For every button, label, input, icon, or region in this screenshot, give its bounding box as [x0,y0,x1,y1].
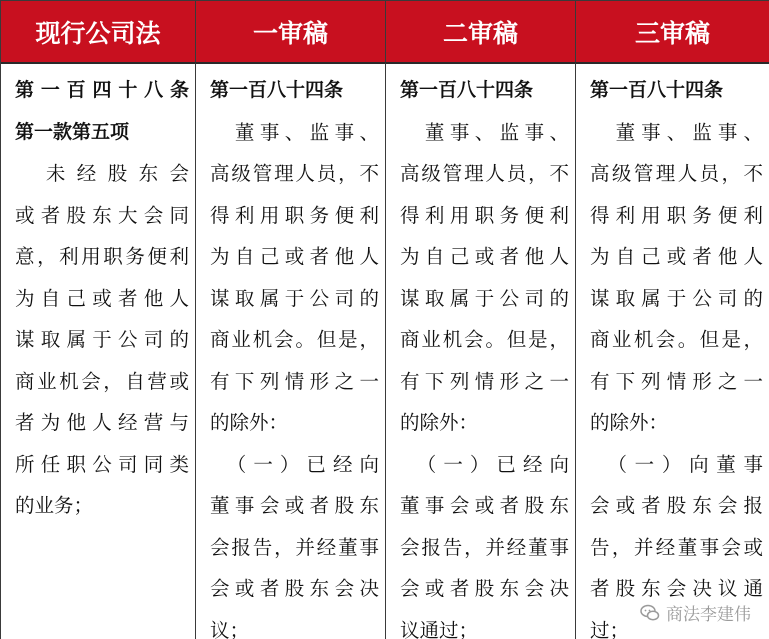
text-line: 告，并经董事会或 [590,535,763,559]
text-line: 董事、监事、 [210,120,379,144]
text-line: 为自己或者他人 [400,245,569,268]
text-line: （一）向董事 [590,452,763,476]
text-line: 者股东会决议通 [590,577,763,600]
text-line: 得利用职务便利 [590,203,763,227]
text-line: 的除外： [590,411,669,434]
text-line: 会报告，并经董事 [400,535,569,559]
article-heading-line: 第一百四十八条 [15,79,189,101]
text-line: 会或者股东会决 [210,577,379,600]
text-line: 的业务； [15,494,94,517]
text-line: 有下列情形之一 [400,369,569,393]
chat-bubble-icon [640,603,660,623]
cell-current-law [1,62,196,639]
text-line: 过； [590,618,630,639]
text-line: 得利用职务便利 [210,203,379,227]
article-heading-line: 第一百八十四条 [210,79,344,101]
watermark [640,600,751,625]
text-line: 高级管理人员，不 [400,162,569,185]
text-line: （一）已经向 [400,452,569,476]
text-line: 商业机会。但是， [400,328,569,351]
text-line: 为自己或者他人 [590,245,763,268]
watermark-text: 商法李建伟 [666,605,751,625]
header-first-draft: 一审稿 [196,0,386,62]
text-line: 未经股东会 [15,162,189,185]
header-current-law: 现行公司法 [1,0,196,62]
text-line: 所任职公司同类 [15,452,189,476]
cell-second-draft [386,62,576,639]
cell-third-draft [576,62,769,639]
text-line: 议通过； [400,618,479,639]
text-line: 有下列情形之一 [210,369,379,393]
text-line: 董事、监事、 [400,120,569,144]
text-line: 高级管理人员，不 [590,162,763,185]
article-heading-line: 第一款第五项 [15,120,130,143]
text-line: 有下列情形之一 [590,369,763,393]
text-line: 董事、监事、 [590,120,763,144]
text-line: 会或者股东会报 [590,494,763,517]
header-third-draft: 三审稿 [576,0,769,62]
header-second-draft: 二审稿 [386,0,576,62]
text-line: 意，利用职务便利 [15,245,189,268]
text-line: 会报告，并经董事 [210,535,379,559]
text-line: 谋取属于公司的 [210,286,379,310]
cell-first-draft [196,62,386,639]
text-line: 商业机会。但是， [210,328,379,351]
text-line: 者为他人经营与 [15,411,189,434]
article-heading-line: 第一百八十四条 [590,79,724,101]
text-line: 得利用职务便利 [400,203,569,227]
text-line: 会或者股东会决 [400,577,569,600]
text-line: 为自己或者他人 [210,245,379,268]
text-line: 谋取属于公司的 [590,286,763,310]
text-line: 的除外： [210,411,289,434]
text-line: 董事会或者股东 [400,494,569,517]
text-line: 商业机会，自营或 [15,369,189,393]
text-line: 高级管理人员，不 [210,162,379,185]
article-heading-line: 第一百八十四条 [400,79,534,101]
text-line: （一）已经向 [210,452,379,476]
text-line: 谋取属于公司的 [15,328,189,351]
text-line: 为自己或者他人 [15,286,189,310]
text-line: 议； [210,618,250,639]
text-line: 或者股东大会同 [15,203,189,227]
text-line: 的除外： [400,411,479,434]
text-line: 商业机会。但是， [590,328,763,351]
text-line: 谋取属于公司的 [400,286,569,310]
text-line: 董事会或者股东 [210,494,379,517]
